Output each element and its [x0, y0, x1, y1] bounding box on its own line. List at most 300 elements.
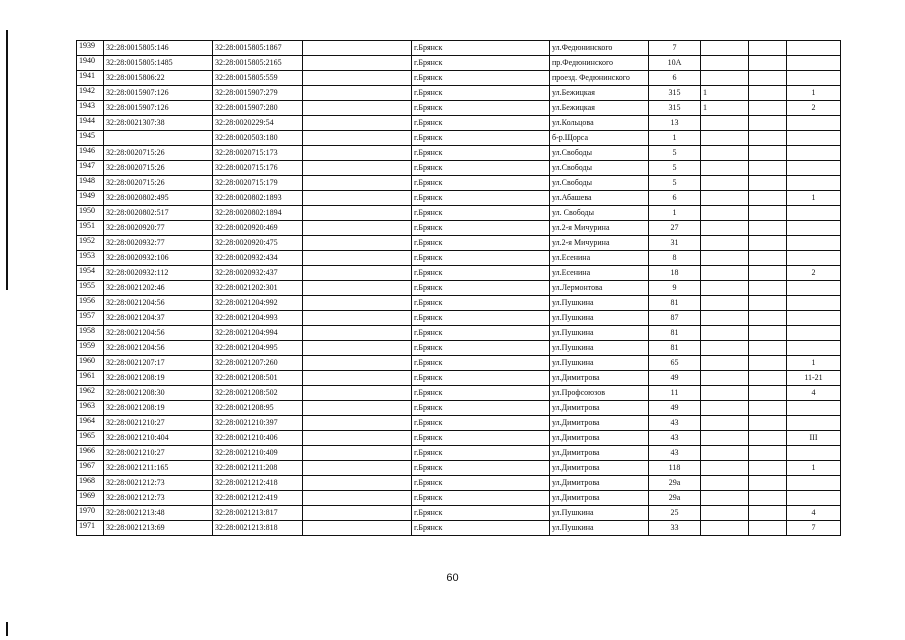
object-cadastral-number: 32:28:0020920:475	[213, 236, 303, 251]
apartment-cell	[787, 176, 841, 191]
cadastral-number: 32:28:0020802:517	[104, 206, 213, 221]
table-row	[77, 86, 841, 101]
cadastral-number: 32:28:0021204:56	[104, 296, 213, 311]
apartment-cell	[787, 296, 841, 311]
building-cell	[701, 386, 749, 401]
building-cell	[701, 266, 749, 281]
table-row	[77, 341, 841, 356]
object-cadastral-number: 32:28:0015805:1867	[213, 41, 303, 56]
building-cell	[701, 281, 749, 296]
house-number: 1	[649, 131, 701, 146]
cadastral-number: 32:28:0020715:26	[104, 146, 213, 161]
house-number: 49	[649, 401, 701, 416]
empty-cell	[303, 461, 412, 476]
building-cell	[701, 416, 749, 431]
table-row	[77, 476, 841, 491]
empty-cell	[303, 296, 412, 311]
object-cadastral-number: 32:28:0015805:559	[213, 71, 303, 86]
empty-cell	[749, 521, 787, 536]
apartment-cell	[787, 476, 841, 491]
row-number: 1950	[77, 206, 104, 221]
building-cell: 1	[701, 86, 749, 101]
table-row	[77, 191, 841, 206]
house-number: 6	[649, 71, 701, 86]
object-cadastral-number: 32:28:0021208:502	[213, 386, 303, 401]
building-cell	[701, 41, 749, 56]
empty-cell	[303, 101, 412, 116]
object-cadastral-number: 32:28:0021207:260	[213, 356, 303, 371]
city-cell: г.Брянск	[412, 371, 550, 386]
empty-cell	[303, 251, 412, 266]
empty-cell	[303, 56, 412, 71]
empty-cell	[303, 341, 412, 356]
row-number: 1962	[77, 386, 104, 401]
empty-cell	[303, 146, 412, 161]
city-cell: г.Брянск	[412, 356, 550, 371]
cadastral-number: 32:28:0020920:77	[104, 221, 213, 236]
street-cell: ул.Свободы	[550, 161, 649, 176]
apartment-cell	[787, 236, 841, 251]
object-cadastral-number: 32:28:0021208:95	[213, 401, 303, 416]
house-number: 18	[649, 266, 701, 281]
cadastral-number: 32:28:0021212:73	[104, 491, 213, 506]
building-cell	[701, 521, 749, 536]
apartment-cell	[787, 146, 841, 161]
row-number: 1957	[77, 311, 104, 326]
house-number: 118	[649, 461, 701, 476]
table-row	[77, 146, 841, 161]
house-number: 5	[649, 176, 701, 191]
table-row	[77, 461, 841, 476]
table-row	[77, 236, 841, 251]
city-cell: г.Брянск	[412, 461, 550, 476]
row-number: 1949	[77, 191, 104, 206]
empty-cell	[749, 41, 787, 56]
city-cell: г.Брянск	[412, 266, 550, 281]
empty-cell	[749, 446, 787, 461]
object-cadastral-number: 32:28:0021204:993	[213, 311, 303, 326]
empty-cell	[303, 521, 412, 536]
empty-cell	[303, 476, 412, 491]
object-cadastral-number: 32:28:0020715:179	[213, 176, 303, 191]
row-number: 1942	[77, 86, 104, 101]
house-number: 81	[649, 326, 701, 341]
street-cell: ул.Пушкина	[550, 311, 649, 326]
street-cell: ул.Есенина	[550, 251, 649, 266]
table-row	[77, 311, 841, 326]
row-number: 1944	[77, 116, 104, 131]
empty-cell	[303, 236, 412, 251]
city-cell: г.Брянск	[412, 131, 550, 146]
row-number: 1958	[77, 326, 104, 341]
table-row	[77, 176, 841, 191]
empty-cell	[749, 101, 787, 116]
city-cell: г.Брянск	[412, 281, 550, 296]
street-cell: б-р.Щорса	[550, 131, 649, 146]
row-number: 1946	[77, 146, 104, 161]
empty-cell	[749, 131, 787, 146]
cadastral-number: 32:28:0015805:146	[104, 41, 213, 56]
house-number: 49	[649, 371, 701, 386]
apartment-cell	[787, 416, 841, 431]
object-cadastral-number: 32:28:0020715:176	[213, 161, 303, 176]
row-number: 1945	[77, 131, 104, 146]
table-row	[77, 371, 841, 386]
house-number: 87	[649, 311, 701, 326]
object-cadastral-number: 32:28:0021213:817	[213, 506, 303, 521]
street-cell: ул.Димитрова	[550, 476, 649, 491]
registry-table	[76, 40, 841, 536]
row-number: 1948	[77, 176, 104, 191]
cadastral-number: 32:28:0021202:46	[104, 281, 213, 296]
city-cell: г.Брянск	[412, 386, 550, 401]
apartment-cell	[787, 56, 841, 71]
cadastral-number: 32:28:0021210:27	[104, 416, 213, 431]
house-number: 8	[649, 251, 701, 266]
city-cell: г.Брянск	[412, 416, 550, 431]
row-number: 1951	[77, 221, 104, 236]
table-row	[77, 446, 841, 461]
street-cell: ул.Пушкина	[550, 506, 649, 521]
building-cell	[701, 401, 749, 416]
apartment-cell	[787, 401, 841, 416]
building-cell	[701, 161, 749, 176]
row-number: 1971	[77, 521, 104, 536]
house-number: 315	[649, 101, 701, 116]
table-row	[77, 521, 841, 536]
empty-cell	[303, 326, 412, 341]
building-cell	[701, 326, 749, 341]
empty-cell	[749, 281, 787, 296]
city-cell: г.Брянск	[412, 71, 550, 86]
apartment-cell: III	[787, 431, 841, 446]
empty-cell	[749, 191, 787, 206]
building-cell	[701, 251, 749, 266]
house-number: 27	[649, 221, 701, 236]
cadastral-number: 32:28:0020932:77	[104, 236, 213, 251]
apartment-cell	[787, 131, 841, 146]
apartment-cell	[787, 326, 841, 341]
object-cadastral-number: 32:28:0021212:419	[213, 491, 303, 506]
building-cell	[701, 56, 749, 71]
empty-cell	[749, 476, 787, 491]
house-number: 25	[649, 506, 701, 521]
city-cell: г.Брянск	[412, 296, 550, 311]
building-cell	[701, 341, 749, 356]
street-cell: ул.Абашева	[550, 191, 649, 206]
city-cell: г.Брянск	[412, 476, 550, 491]
street-cell: ул.Есенина	[550, 266, 649, 281]
row-number: 1967	[77, 461, 104, 476]
city-cell: г.Брянск	[412, 161, 550, 176]
street-cell: ул.Пушкина	[550, 326, 649, 341]
apartment-cell: 1	[787, 461, 841, 476]
house-number: 31	[649, 236, 701, 251]
table-row	[77, 161, 841, 176]
empty-cell	[303, 71, 412, 86]
object-cadastral-number: 32:28:0021204:995	[213, 341, 303, 356]
empty-cell	[303, 356, 412, 371]
building-cell	[701, 191, 749, 206]
city-cell: г.Брянск	[412, 146, 550, 161]
house-number: 13	[649, 116, 701, 131]
cadastral-number: 32:28:0021213:69	[104, 521, 213, 536]
empty-cell	[303, 401, 412, 416]
street-cell: ул.Свободы	[550, 176, 649, 191]
object-cadastral-number: 32:28:0021211:208	[213, 461, 303, 476]
row-number: 1960	[77, 356, 104, 371]
cadastral-number: 32:28:0021208:19	[104, 371, 213, 386]
building-cell	[701, 446, 749, 461]
building-cell	[701, 506, 749, 521]
cadastral-number: 32:28:0021213:48	[104, 506, 213, 521]
house-number: 29а	[649, 491, 701, 506]
apartment-cell	[787, 161, 841, 176]
table-row	[77, 416, 841, 431]
empty-cell	[303, 491, 412, 506]
city-cell: г.Брянск	[412, 56, 550, 71]
cadastral-number: 32:28:0020715:26	[104, 176, 213, 191]
row-number: 1964	[77, 416, 104, 431]
building-cell	[701, 236, 749, 251]
city-cell: г.Брянск	[412, 176, 550, 191]
table-row	[77, 116, 841, 131]
empty-cell	[303, 416, 412, 431]
street-cell: ул.Бежицкая	[550, 86, 649, 101]
empty-cell	[303, 131, 412, 146]
house-number: 81	[649, 341, 701, 356]
apartment-cell	[787, 41, 841, 56]
building-cell	[701, 206, 749, 221]
building-cell	[701, 431, 749, 446]
building-cell	[701, 116, 749, 131]
row-number: 1955	[77, 281, 104, 296]
house-number: 5	[649, 146, 701, 161]
house-number: 33	[649, 521, 701, 536]
city-cell: г.Брянск	[412, 446, 550, 461]
city-cell: г.Брянск	[412, 191, 550, 206]
row-number: 1952	[77, 236, 104, 251]
empty-cell	[749, 266, 787, 281]
apartment-cell: 1	[787, 356, 841, 371]
building-cell	[701, 221, 749, 236]
house-number: 315	[649, 86, 701, 101]
city-cell: г.Брянск	[412, 41, 550, 56]
apartment-cell	[787, 251, 841, 266]
apartment-cell: 4	[787, 386, 841, 401]
row-number: 1956	[77, 296, 104, 311]
city-cell: г.Брянск	[412, 341, 550, 356]
empty-cell	[749, 236, 787, 251]
city-cell: г.Брянск	[412, 206, 550, 221]
house-number: 43	[649, 416, 701, 431]
house-number: 1	[649, 206, 701, 221]
row-number: 1963	[77, 401, 104, 416]
city-cell: г.Брянск	[412, 311, 550, 326]
street-cell: ул.Димитрова	[550, 491, 649, 506]
empty-cell	[303, 161, 412, 176]
empty-cell	[749, 386, 787, 401]
cadastral-number: 32:28:0021208:30	[104, 386, 213, 401]
empty-cell	[749, 56, 787, 71]
city-cell: г.Брянск	[412, 326, 550, 341]
house-number: 7	[649, 41, 701, 56]
apartment-cell	[787, 206, 841, 221]
table-row	[77, 266, 841, 281]
empty-cell	[303, 371, 412, 386]
empty-cell	[749, 416, 787, 431]
street-cell: ул.Димитрова	[550, 401, 649, 416]
empty-cell	[749, 506, 787, 521]
object-cadastral-number: 32:28:0020802:1894	[213, 206, 303, 221]
building-cell	[701, 356, 749, 371]
street-cell: ул.2-я Мичурина	[550, 221, 649, 236]
city-cell: г.Брянск	[412, 491, 550, 506]
empty-cell	[303, 116, 412, 131]
house-number: 81	[649, 296, 701, 311]
street-cell: ул.Пушкина	[550, 521, 649, 536]
cadastral-number: 32:28:0020932:106	[104, 251, 213, 266]
empty-cell	[749, 311, 787, 326]
row-number: 1970	[77, 506, 104, 521]
empty-cell	[303, 191, 412, 206]
street-cell: ул.Свободы	[550, 146, 649, 161]
object-cadastral-number: 32:28:0015907:280	[213, 101, 303, 116]
object-cadastral-number: 32:28:0021204:992	[213, 296, 303, 311]
table-row	[77, 491, 841, 506]
house-number: 11	[649, 386, 701, 401]
cadastral-number: 32:28:0015907:126	[104, 101, 213, 116]
city-cell: г.Брянск	[412, 431, 550, 446]
empty-cell	[303, 41, 412, 56]
street-cell: ул.Пушкина	[550, 341, 649, 356]
house-number: 29а	[649, 476, 701, 491]
street-cell: ул.Лермонтова	[550, 281, 649, 296]
apartment-cell: 4	[787, 506, 841, 521]
empty-cell	[749, 176, 787, 191]
empty-cell	[303, 506, 412, 521]
row-number: 1968	[77, 476, 104, 491]
street-cell: ул.Профсоюзов	[550, 386, 649, 401]
street-cell: ул. Свободы	[550, 206, 649, 221]
empty-cell	[749, 161, 787, 176]
object-cadastral-number: 32:28:0021210:406	[213, 431, 303, 446]
house-number: 9	[649, 281, 701, 296]
table-row	[77, 356, 841, 371]
object-cadastral-number: 32:28:0020503:180	[213, 131, 303, 146]
street-cell: ул.Кольцова	[550, 116, 649, 131]
building-cell	[701, 176, 749, 191]
house-number: 43	[649, 431, 701, 446]
object-cadastral-number: 32:28:0020229:54	[213, 116, 303, 131]
registry-table-body	[77, 41, 841, 536]
street-cell: ул.Пушкина	[550, 356, 649, 371]
table-row	[77, 431, 841, 446]
apartment-cell: 7	[787, 521, 841, 536]
row-number: 1959	[77, 341, 104, 356]
row-number: 1953	[77, 251, 104, 266]
object-cadastral-number: 32:28:0020802:1893	[213, 191, 303, 206]
empty-cell	[749, 221, 787, 236]
object-cadastral-number: 32:28:0021202:301	[213, 281, 303, 296]
empty-cell	[749, 251, 787, 266]
empty-cell	[303, 86, 412, 101]
cadastral-number: 32:28:0021204:37	[104, 311, 213, 326]
empty-cell	[749, 371, 787, 386]
apartment-cell: 2	[787, 101, 841, 116]
table-row	[77, 401, 841, 416]
empty-cell	[303, 446, 412, 461]
empty-cell	[303, 386, 412, 401]
table-row	[77, 386, 841, 401]
object-cadastral-number: 32:28:0020920:469	[213, 221, 303, 236]
apartment-cell	[787, 311, 841, 326]
city-cell: г.Брянск	[412, 521, 550, 536]
house-number: 43	[649, 446, 701, 461]
street-cell: ул.Димитрова	[550, 416, 649, 431]
object-cadastral-number: 32:28:0021212:418	[213, 476, 303, 491]
street-cell: ул.2-я Мичурина	[550, 236, 649, 251]
street-cell: ул.Бежицкая	[550, 101, 649, 116]
cadastral-number: 32:28:0021204:56	[104, 341, 213, 356]
table-row	[77, 251, 841, 266]
empty-cell	[749, 401, 787, 416]
cadastral-number: 32:28:0015907:126	[104, 86, 213, 101]
table-row	[77, 326, 841, 341]
street-cell: пр.Федюнинского	[550, 56, 649, 71]
row-number: 1961	[77, 371, 104, 386]
cadastral-number: 32:28:0021211:165	[104, 461, 213, 476]
empty-cell	[303, 221, 412, 236]
cadastral-number: 32:28:0015806:22	[104, 71, 213, 86]
row-number: 1940	[77, 56, 104, 71]
apartment-cell	[787, 446, 841, 461]
street-cell: проезд. Федюнинского	[550, 71, 649, 86]
apartment-cell: 1	[787, 86, 841, 101]
building-cell	[701, 131, 749, 146]
cadastral-number: 32:28:0020802:495	[104, 191, 213, 206]
city-cell: г.Брянск	[412, 101, 550, 116]
row-number: 1954	[77, 266, 104, 281]
table-row	[77, 131, 841, 146]
row-number: 1969	[77, 491, 104, 506]
table-row	[77, 71, 841, 86]
empty-cell	[303, 206, 412, 221]
object-cadastral-number: 32:28:0021208:501	[213, 371, 303, 386]
building-cell: 1	[701, 101, 749, 116]
empty-cell	[749, 356, 787, 371]
street-cell: ул.Димитрова	[550, 446, 649, 461]
object-cadastral-number: 32:28:0020932:437	[213, 266, 303, 281]
empty-cell	[749, 86, 787, 101]
empty-cell	[749, 341, 787, 356]
cadastral-number: 32:28:0021208:19	[104, 401, 213, 416]
object-cadastral-number: 32:28:0021204:994	[213, 326, 303, 341]
cadastral-number: 32:28:0021307:38	[104, 116, 213, 131]
city-cell: г.Брянск	[412, 236, 550, 251]
row-number: 1943	[77, 101, 104, 116]
apartment-cell: 1	[787, 191, 841, 206]
table-row	[77, 41, 841, 56]
object-cadastral-number: 32:28:0020715:173	[213, 146, 303, 161]
building-cell	[701, 491, 749, 506]
table-row	[77, 56, 841, 71]
object-cadastral-number: 32:28:0015907:279	[213, 86, 303, 101]
empty-cell	[303, 281, 412, 296]
building-cell	[701, 371, 749, 386]
apartment-cell	[787, 281, 841, 296]
empty-cell	[303, 431, 412, 446]
